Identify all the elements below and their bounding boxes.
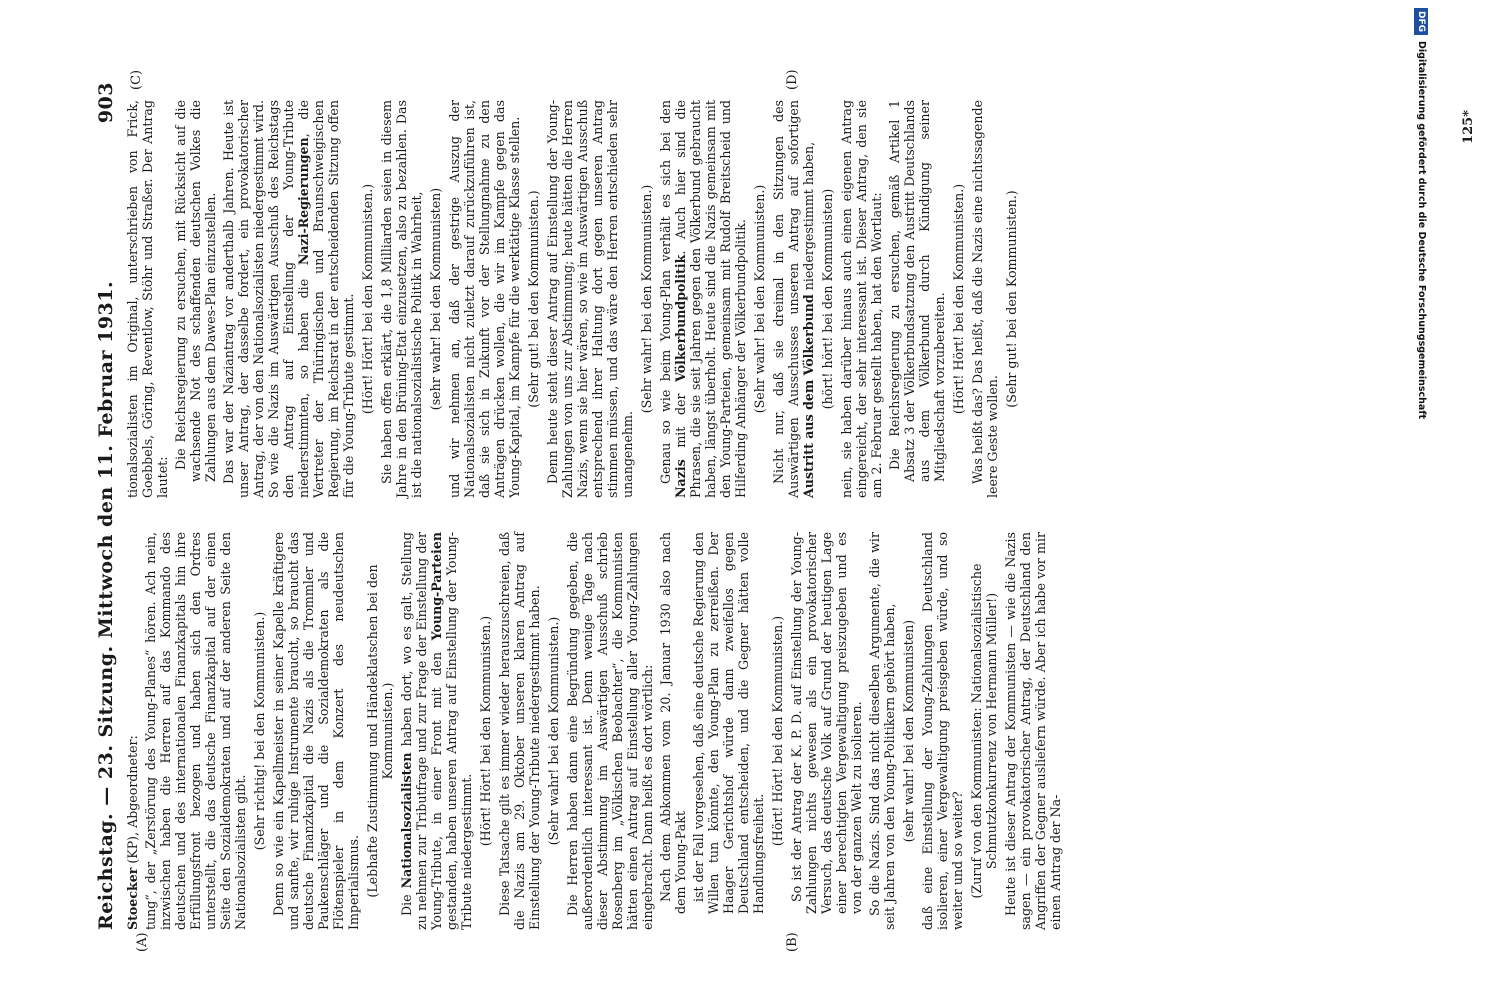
- margin-marker-c: (C): [129, 69, 144, 90]
- quotation: Die Reichsregierung zu ersuchen, gemäß Artikel 1 Absatz 3 der Völkerbundsatzung den Austritt Deutschlands aus dem Völkerbund durch Kündigung seiner Mitgliedschaft vorzubereiten.: [887, 100, 947, 482]
- paragraph: daß eine Einstellung der Young-Zahlungen Deutschland isolieren, einer Vergewaltigung preisgeben würde, und so weiter und so weiter?: [920, 532, 965, 930]
- paragraph: Was heißt das? Das heißt, daß die Nazis eine nichtssagende leere Geste wollen.: [970, 100, 1000, 498]
- quotation: Nach dem Abkommen vom 20. Januar 1930 also nach dem Young-Pakt: [658, 532, 688, 914]
- interjection: (Hört! Hört! bei den Kommunisten.): [360, 183, 375, 415]
- emphasis: Nazi-Regierungen: [296, 137, 311, 266]
- emphasis: Austritt aus dem Völkerbund: [801, 294, 816, 498]
- page-header: [95, 70, 121, 930]
- margin-marker-d: (D): [785, 69, 800, 90]
- interjection: (Hört! Hört! bei den Kommunisten.): [951, 183, 966, 415]
- interjection: (Zuruf von den Kommunisten: Nationalsozialistische Schmutzkonkurrenz von Hermann Müller!): [969, 563, 999, 899]
- speaker-party: (KP), Abgeordneter:: [125, 735, 140, 868]
- margin-marker-b: (B): [785, 932, 800, 952]
- paragraph: tionalsozialisten im Original, unterschrieben von Frick, Goebbels, Göring, Reventlow, Stöhr und Straßer. Der Antrag lautet:: [125, 100, 170, 498]
- paragraph: Denn so wie ein Kapellmeister in seiner Kapelle kräftigere und sanfte, wir ruhige Instrumente braucht, so braucht das deutsche Finanzkapital die Nazis als die Trommler und Paukenschläger und die Sozialdemokraten als die Flötenspieler in dem Konzert des neudeutschen Imperialismus.: [271, 532, 361, 930]
- right-column: [125, 100, 1023, 498]
- paragraph: nein, sie haben darüber hinaus auch einen eigenen Antrag eingereicht, der sehr interessant ist. Dieser Antrag, den sie am 2. Februar gestellt haben, hat den Wortlaut:: [839, 100, 884, 498]
- interjection: (Hört! Hört! bei den Kommunisten.): [770, 615, 785, 847]
- interjection: (Sehr richtig! bei den Kommunisten.): [252, 611, 267, 851]
- paragraph: Diese Tatsache gilt es immer wieder herauszuschreien, daß die Nazis am 29. Oktober unseren klaren Antrag auf Einstellung der Young-Tribute niedergestimmt haben.: [497, 532, 542, 930]
- speaker-line: [125, 532, 140, 930]
- paragraph: So die Nazis. Sind das nicht dieselben Argumente, die wir seit Jahren von den Young-Politikern gehört haben,: [867, 532, 897, 930]
- text-run: niedergestimmt haben,: [801, 141, 816, 295]
- digitization-credit: [1406, 8, 1430, 598]
- emphasis: Völkerbundpolitik: [673, 254, 688, 382]
- text-run: Die: [399, 888, 414, 916]
- running-title: Reichstag. — 23. Sitzung. Mittwoch den 11. Februar 1931.: [95, 280, 117, 930]
- speaker-name: Stoecker: [125, 867, 140, 930]
- interjection: (Sehr gut! bei den Kommunisten.): [1004, 190, 1019, 408]
- paragraph: [658, 100, 748, 498]
- interjection: (sehr wahr! bei den Kommunisten): [901, 619, 916, 843]
- text-run: gestanden, haben unseren Antrag auf Einstellung der Young-Tribute niedergestimmt.: [444, 532, 474, 930]
- emphasis: Nationalsozialisten: [399, 752, 414, 889]
- interjection: (Sehr wahr! bei den Kommunisten.): [752, 184, 767, 414]
- interjection: (Sehr wahr! bei den Kommunisten.): [639, 184, 654, 414]
- quotation: Die Reichsregierung zu ersuchen, mit Rücksicht auf die wachsende Not des schaffenden deutschen Volkes die Zahlungen aus dem Dawes-Plan einzustellen.: [173, 100, 218, 482]
- page-number: 903: [95, 82, 117, 124]
- interjection: (hört! hört! bei den Kommunisten): [820, 188, 835, 410]
- emphasis: Young-Parteien: [429, 532, 444, 641]
- paragraph: Denn heute steht dieser Antrag auf Einstellung der Young-Zahlungen von uns zur Abstimmung; heute hätten die Herren Nazis, wenn sie hier wären, so wie im Auswärtigen Ausschuß entsprechend ihrer Haltung dort gegen unseren Antrag stimmen müssen, und das wäre den Herren entschieden sehr unangenehm.: [545, 100, 635, 498]
- paragraph: Die Herren haben dann eine Begründung gegeben, die außerordentlich interessant ist. Denn wenige Tage nach dieser Abstimmung im Auswärtigen Ausschuß schrieb Rosenberg im „Völkischen Beobachter“, die Kommunisten hätten einen Antrag auf Einstellung aller Young-Zahlungen eingebracht. Dann heißt es dort wörtlich:: [565, 532, 655, 930]
- text-run: Nicht nur, daß sie dreimal in den Sitzungen des Auswärtigen Ausschusses unseren Antrag auf sofortigen: [771, 100, 801, 498]
- text-run: , die Vertreter der Thüringischen und Braunschweigischen Regierung, im Reichsrat in der entscheidenden Sitzung offen für die Young-Tribute gestimmt.: [296, 100, 356, 498]
- interjection: (Hört! Hört! bei den Kommunisten.): [478, 615, 493, 847]
- paragraph: [221, 100, 356, 498]
- paragraph: und wir nehmen an, daß der gestrige Auszug der Nationalsozialisten nicht zuletzt darauf zurückzuführen ist, daß sie sich in Zukunft vor der Stellungnahme zu den Anträgen drücken wollen, die wir im Kampfe gegen das Young-Kapital, im Kampfe für die werktätige Klasse stellen.: [447, 100, 522, 498]
- credit-text: Digitalisierung gefördert durch die Deutsche Forschungsgemeinschaft: [1416, 41, 1427, 419]
- sheet-signature: 125*: [1461, 110, 1476, 144]
- paragraph: Heute ist dieser Antrag der Kommunisten — wie die Nazis sagen — ein provokatorischer Antrag, der Deutschland den Angriffen der Gegner ausliefern würde. Aber ich habe vor mir einen Antrag der Na-: [1003, 532, 1063, 930]
- credit-line: [1404, 8, 1428, 598]
- interjection: (sehr wahr! bei den Kommunisten): [428, 187, 443, 411]
- paragraph: Sie haben offen erklärt, die 1,8 Milliarden seien in diesem Jahre in den Brüning-Etat einzusetzen, also zu bezahlen. Das ist die nationalsozialistische Politik in Wahrheit,: [379, 100, 424, 498]
- quotation: So ist der Antrag der K. P. D. auf Einstellung der Young-Zahlungen nichts gewesen als ein provokatorischer Versuch, das deutsche Volk auf Grund der heutigen Lage einer berechtigten Vergewaltigung preiszugeben und es von der ganzen Welt zu isolieren.: [789, 532, 864, 914]
- text-run: . Auch hier sind die Phrasen, die sie seit Jahren gegen den Völkerbund gebraucht haben, längst überholt. Heute sind die Nazis gemeinsam mit den Young-Parteien, gemeinsam mit Rudolf Breitscheid und Hilferding Anhänger der Völkerbundpolitik.: [673, 100, 748, 498]
- margin-marker-a: (A): [135, 932, 150, 952]
- text-run: Genau so wie beim Young-Plan verhält es sich bei den: [658, 100, 673, 484]
- interjection: (Sehr wahr! bei den Kommunisten.): [546, 616, 561, 846]
- emphasis: Nazis: [673, 459, 688, 498]
- paragraph: [771, 100, 816, 498]
- text-run: haben dort, wo es galt, Stellung zu nehmen zur Tributfrage und zur Frage der Einstellung der Young-Tribute, in einer Front mit den: [399, 532, 444, 930]
- dfg-logo: DFG: [1414, 8, 1428, 35]
- interjection: (Sehr gut! bei den Kommunisten.): [526, 190, 541, 408]
- paragraph: tung“, der „Zerstörung des Young-Planes“ hören. Ach nein, inzwischen haben die Herren auf das Kommando des deutschen und des internationalen Finanzkapitals hin ihre Erfüllungsfront bezogen und haben sich den Ordres unterstellt, die das deutsche Finanzkapital auf der einen Seite den Sozialdemokraten und auf der anderen Seite den Nationalsozialisten gibt.: [143, 532, 248, 930]
- text-run: mit der: [673, 381, 688, 460]
- quotation: ist der Fall vorgesehen, daß eine deutsche Regierung den Willen tun könnte, den Young-Plan zu zerreißen. Der Haager Gerichtshof würde dann zweifellos gegen Deutschland entscheiden, und die Gegner hätten volle Handlungsfreiheit.: [691, 532, 766, 914]
- left-column: [125, 532, 1066, 930]
- interjection: (Lebhafte Zustimmung und Händeklatschen bei den Kommunisten.): [365, 564, 395, 898]
- text-run: Das war der Naziantrag vor anderthalb Jahren. Heute ist unser Antrag, der dasselbe fordert, ein provokatorischer Antrag, der von den Nationalsozialisten niedergestimmt wird. So wie die Nazis im Auswärtigen Ausschuß des Reichstags den Antrag auf Einstellung der Young-Tribute niederstimmten, so haben die: [221, 100, 311, 498]
- rotated-document-page: [95, 69, 1495, 952]
- paragraph: [399, 532, 474, 930]
